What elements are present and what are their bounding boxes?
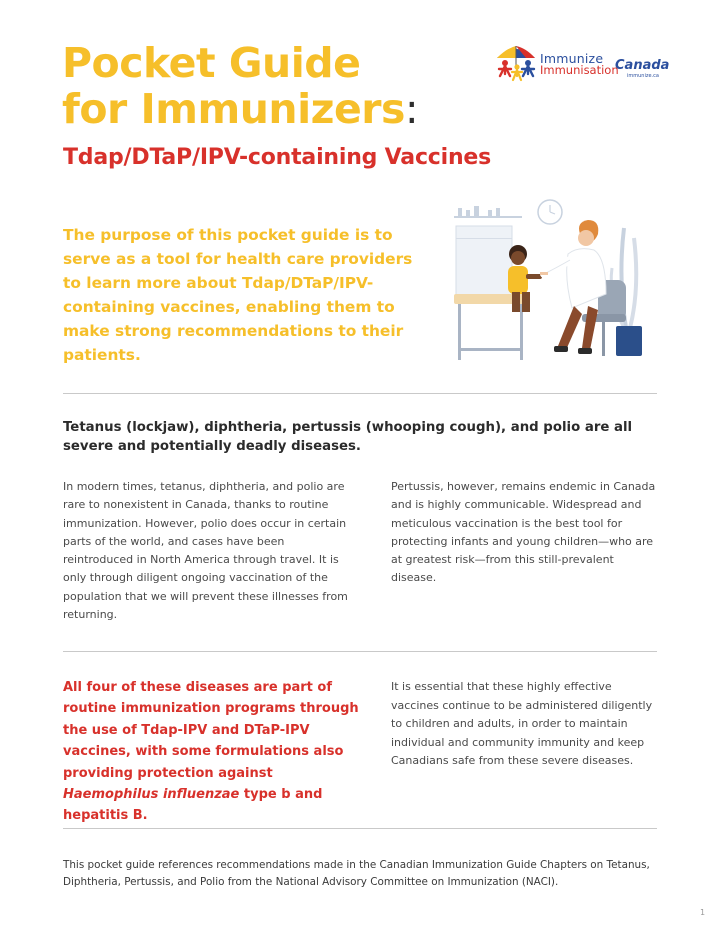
immunize-canada-logo [493, 42, 670, 84]
highlight-quote [63, 677, 363, 827]
divider-2 [63, 651, 657, 652]
logo-text-immunisation: Immunisation [540, 63, 619, 77]
logo-text-url: immunize.ca [627, 73, 659, 79]
page-subtitle: Tdap/DTaP/IPV-containing Vaccines [63, 145, 492, 170]
page-number: 1 [700, 908, 706, 917]
section-heading: Tetanus (lockjaw), diphtheria, pertussis (whooping cough), and polio are all severe and potentially deadly diseases. [63, 420, 633, 454]
umbrella-family-icon [493, 42, 539, 84]
body-column-right-2: It is essential that these highly effective vaccines continue to be administered diligently to children and adults, in order to maintain individual and community immunity and keep Canadians safe from these severe diseases. [391, 680, 653, 767]
logo-text-canada: Canada [615, 58, 670, 73]
quote-text-italic: Haemophilus influenzae [63, 787, 240, 803]
title-colon: : [404, 85, 419, 133]
title-line-2 [62, 86, 418, 132]
purpose-statement: The purpose of this pocket guide is to serve as a tool for health care providers to learn more about Tdap/DTaP/IPV-containing vaccines, enabling them to make strong recommendations to their patients. [63, 226, 413, 364]
title-line-1: Pocket Guide [62, 39, 361, 87]
body-column-left: In modern times, tetanus, diphtheria, and polio are rare to nonexistent in Canada, thanks to routine immunization. However, polio does occur in certain parts of the world, and cases have been reintroduced in North America through travel. It is only through diligent ongoing vaccination of the population that we will prevent these illnesses from returning. [63, 480, 348, 622]
logo-text-immunize: Immunize [540, 51, 604, 66]
title-line-2-text: for Immunizers [62, 85, 405, 133]
page-title [62, 40, 418, 132]
footnote: This pocket guide references recommendations made in the Canadian Immunization Guide Chapters on Tetanus, Diphtheria, Pertussis, and Polio from the National Advisory Committee on Immunization (NACI). [63, 859, 650, 888]
quote-text-1: All four of these diseases are part of routine immunization programs through the use of Tdap-IPV and DTaP-IPV vaccines, with some formulations also providing protection against [63, 680, 359, 781]
doctor-vaccinating-child-illustration [448, 198, 648, 366]
quote-text-2: type b and hepatitis B. [63, 787, 323, 824]
divider-1 [63, 393, 657, 394]
divider-3 [63, 828, 657, 829]
body-column-right: Pertussis, however, remains endemic in Canada and is highly communicable. Widespread and meticulous vaccination is the best tool for protecting infants and young children—who are at greatest risk—from this still-prevalent disease. [391, 480, 656, 585]
